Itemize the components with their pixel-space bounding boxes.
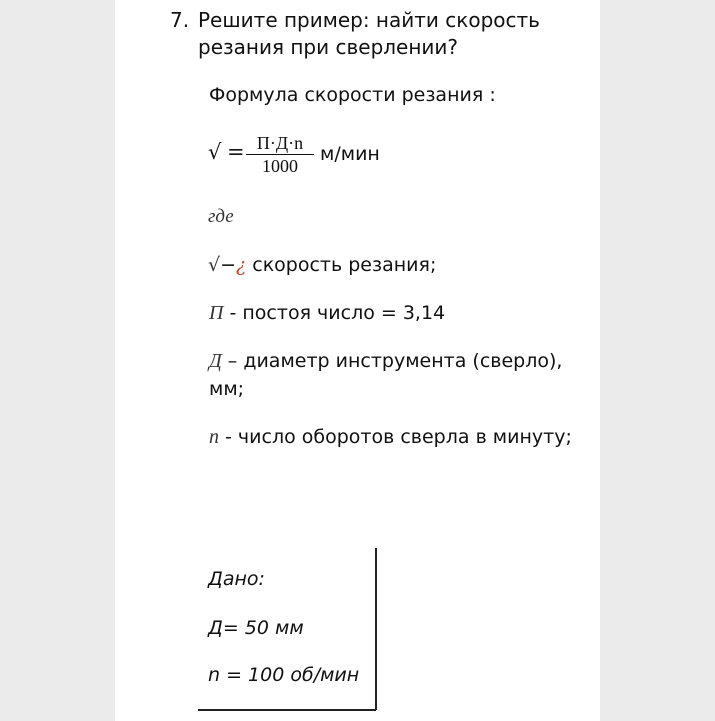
question-number: 7. <box>170 8 190 32</box>
definition-velocity-glyph: ¿ <box>236 254 247 276</box>
question-text-line1: Решите пример: найти скорость <box>198 8 540 32</box>
definition-velocity-text: скорость резания; <box>246 254 437 276</box>
formula-fraction <box>246 133 314 177</box>
formula-numerator: П·Д·n <box>246 133 314 155</box>
definition-pi <box>209 302 445 325</box>
definition-pi-text: - постоя число = 3,14 <box>223 302 446 324</box>
where-label: где <box>208 206 234 227</box>
definition-rpm <box>209 426 572 449</box>
definition-velocity-dash: − <box>220 254 237 276</box>
definition-diameter-unit: мм; <box>209 378 245 400</box>
given-diameter: Д= 50 мм <box>208 617 304 639</box>
definition-diameter <box>209 350 562 373</box>
definition-diameter-text: – диаметр инструмента (сверло), <box>221 350 563 372</box>
given-horizontal-divider <box>198 709 376 711</box>
question-text-line2: резания при сверлении? <box>198 35 459 59</box>
formula-title: Формула скорости резания : <box>209 84 496 106</box>
definition-velocity <box>208 254 436 276</box>
formula-unit: м/мин <box>320 143 380 165</box>
formula-velocity-symbol: √ <box>208 140 222 164</box>
definition-velocity-symbol: √ <box>208 254 221 276</box>
given-vertical-divider <box>375 548 377 710</box>
formula-equals: = <box>227 140 245 164</box>
formula-denominator: 1000 <box>262 156 298 176</box>
definition-diameter-symbol: Д <box>209 350 222 372</box>
given-title: Дано: <box>208 568 265 590</box>
definition-pi-symbol: П <box>209 302 224 324</box>
definition-rpm-text: - число оборотов сверла в минуту; <box>219 426 572 448</box>
given-rpm: n = 100 об/мин <box>208 664 360 686</box>
definition-rpm-symbol: n <box>209 426 219 448</box>
